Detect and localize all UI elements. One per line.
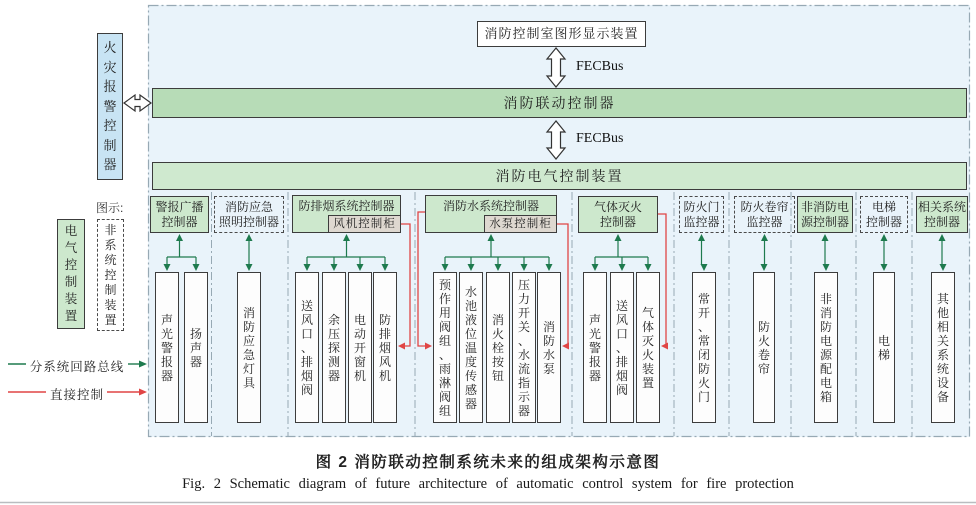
controller-label: 监控器 [683,214,720,229]
fire-alarm-link-arrow [124,95,151,111]
controller-label: 控制器 [161,214,198,229]
legend-direct-label: 直接控制 [49,388,104,402]
controller-label: 消防水系统控制器 [442,199,539,213]
device-box: 消 防 水 泵 [537,272,561,423]
device-box: 防 火 卷 帘 [753,272,775,423]
controller-label: 气体灭火 [593,199,642,214]
device-box: 常 开 、 常 闭 防 火 门 [692,272,716,423]
control-room-display-box: 消防控制室图形显示装置 [477,21,646,47]
device-box: 送 风 口 、 排 烟 阀 [295,272,319,423]
controller-box [150,196,209,233]
controller-label: 控制器 [923,214,960,229]
controller-label: 监控器 [746,214,783,229]
device-box: 气 体 灭 火 装 置 [636,272,660,423]
controller-box [797,196,853,233]
controller-label: 消防应急 [224,199,273,214]
device-box: 消 防 应 急 灯 具 [237,272,261,423]
electric-control-bar: 消防电气控制装置 [152,162,967,190]
controller-label: 相关系统 [917,199,966,214]
caption-zh: 图 2 消防联动控制系统未来的组成架构示意图 [315,454,661,471]
controller-label: 电梯 [871,199,896,214]
device-box: 压 力 开 关 、 水 流 指 示 器 [512,272,536,423]
controller-label: 防排烟系统控制器 [298,199,395,213]
cabinet-box: 水泵控制柜 [484,215,557,233]
legend-nonsystem-device-box: 非 系 统 控 制 装 置 [97,219,124,331]
controller-box [578,196,658,233]
legend-title: 图示: [96,201,124,215]
legend-bus-label: 分系统回路总线 [29,360,125,374]
device-box: 消 火 栓 按 钮 [486,272,510,423]
controller-label: 防火卷帘 [740,199,789,214]
controller-box [860,196,908,233]
device-box: 余 压 探 测 器 [322,272,346,423]
controller-label: 源控制器 [800,214,849,229]
caption-en: Fig. 2 Schematic diagram of future architecture of automatic control system for fire protection [182,476,794,492]
device-box: 声 光 警 报 器 [155,272,179,423]
controller-label: 非消防电 [800,199,849,214]
controller-label: 控制器 [865,214,902,229]
controller-label: 防火门 [683,199,720,214]
device-box: 电 动 开 窗 机 [348,272,372,423]
legend-electric-device-box: 电 气 控 制 装 置 [57,219,85,329]
controller-box [734,196,795,233]
fire-alarm-controller-box: 火 灾 报 警 控 制 器 [97,33,123,180]
controller-label: 控制器 [599,214,636,229]
device-box: 水 池 液 位 温 度 传 感 器 [459,272,483,423]
device-box: 预 作 用 阀 组 、 雨 淋 阀 组 [433,272,457,423]
device-box: 送 风 口 、 排 烟 阀 [610,272,634,423]
cabinet-box: 风机控制柜 [328,215,401,233]
fecbus-label-bottom: FECBus [576,131,624,146]
controller-box [679,196,724,233]
controller-box [916,196,968,233]
device-box: 防 排 烟 风 机 [373,272,397,423]
linkage-controller-bar: 消防联动控制器 [152,88,967,118]
controller-label: 警报广播 [155,199,204,214]
device-box: 非 消 防 电 源 配 电 箱 [814,272,838,423]
controller-label: 照明控制器 [218,214,279,229]
device-box: 扬 声 器 [184,272,208,423]
device-box: 电 梯 [873,272,895,423]
controller-box [214,196,284,233]
fecbus-label-top: FECBus [576,59,624,74]
device-box: 其 他 相 关 系 统 设 备 [931,272,955,423]
device-box: 声 光 警 报 器 [583,272,607,423]
